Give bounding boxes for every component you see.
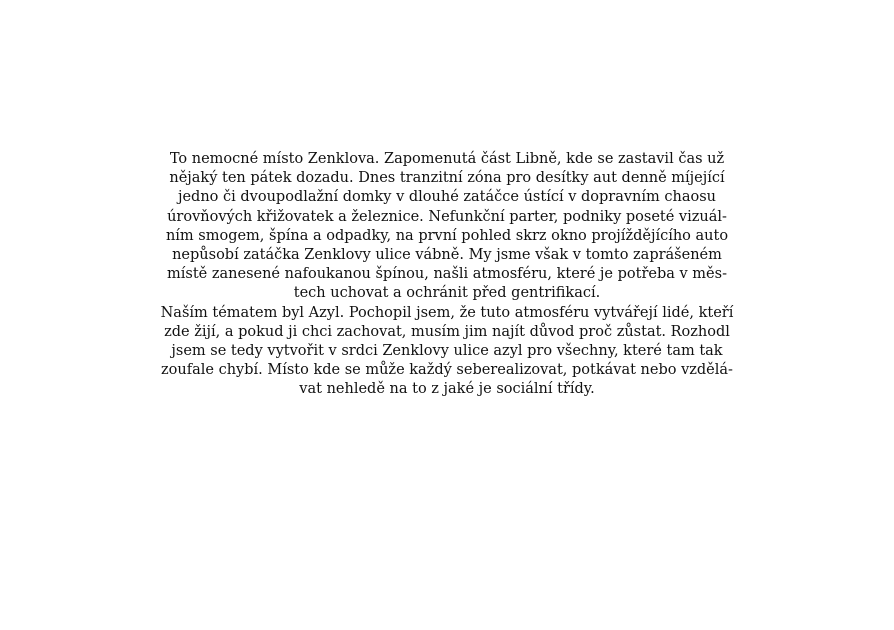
paragraph-1-line: jedno či dvoupodlažní domky v dlouhé zatáčce ústící v dopravním chaosu (177, 189, 717, 206)
paragraph-1-line: úrovňových křižovatek a železnice. Nefunkční parter, podniky poseté vizuál- (167, 208, 727, 225)
paragraph-1-line: tech uchovat a ochránit před gentrifikací. (293, 285, 601, 302)
paragraph-2-line: jsem se tedy vytvořit v srdci Zenklovy ulice azyl pro všechny, které tam tak (171, 343, 723, 360)
paragraph-2-line: Naším tématem byl Azyl. Pochopil jsem, že tuto atmosféru vytvářejí lidé, kteří (160, 304, 734, 321)
paragraph-1-line: místě zanesené nafoukanou špínou, našli atmosféru, které je potřeba v měs- (167, 266, 727, 283)
body-text (150, 150, 744, 400)
paragraph-2-line: zoufale chybí. Místo kde se může každý seberealizovat, potkávat nebo vzdělá- (161, 362, 733, 379)
paragraph-1-line: nějaký ten pátek dozadu. Dnes tranzitní zóna pro desítky aut denně míjející (169, 170, 725, 187)
paragraph-2-line: vat nehledě na to z jaké je sociální třídy. (299, 381, 595, 398)
paragraph-2-line: zde žijí, a pokud ji chci zachovat, musím jim najít důvod proč zůstat. Rozhodl (164, 323, 730, 340)
paragraph-1-line: ním smogem, špína a odpadky, na první pohled skrz okno projíždějícího auto (165, 227, 729, 244)
paragraph-1-line: nepůsobí zatáčka Zenklovy ulice vábně. My jsme však v tomto zaprášeném (172, 247, 722, 264)
paragraph-1-line: To nemocné místo Zenklova. Zapomenutá část Libně, kde se zastavil čas už (169, 151, 725, 167)
